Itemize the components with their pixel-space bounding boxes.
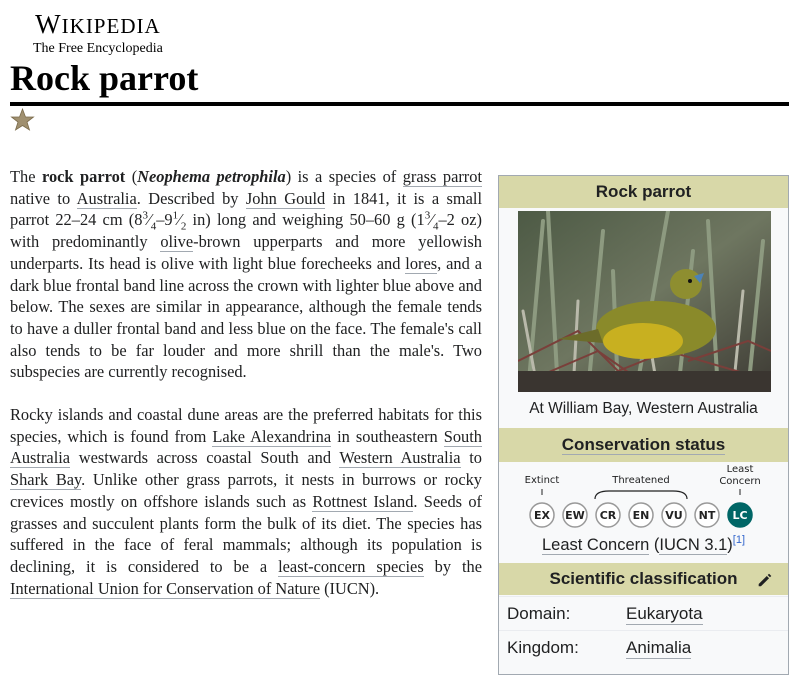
scientific-classification-heading[interactable]: Scientific classification (499, 563, 788, 595)
scale-label-least-1: Least (726, 464, 754, 475)
infobox (498, 175, 789, 675)
parrot-photo[interactable] (518, 211, 771, 392)
scale-label-threatened: Threatened (612, 475, 670, 486)
link-grass-parrot[interactable]: grass parrot (402, 167, 483, 186)
status-code-lc: LC (732, 509, 748, 522)
classification-value-link[interactable]: Animalia (626, 638, 692, 657)
iucn-link[interactable]: IUCN 3.1 (659, 535, 728, 554)
classification-row-kingdom (499, 630, 788, 664)
pencil-edit-icon[interactable] (756, 571, 774, 589)
reference-1[interactable]: [1] (732, 534, 745, 546)
classification-row-domain (499, 596, 788, 630)
least-concern-link[interactable]: Least Concern (541, 535, 650, 554)
conservation-status-text: Least Concern (IUCN 3.1)[1] (541, 534, 745, 554)
link-rottnest-island[interactable]: Rottnest Island (312, 491, 414, 511)
page-title: Rock parrot (10, 58, 199, 98)
link-australia[interactable]: Australia (76, 188, 137, 208)
wikipedia-logo[interactable] (33, 10, 163, 56)
article-content (10, 166, 482, 620)
logo-tagline: The Free Encyclopedia (33, 41, 163, 56)
link-south-australia[interactable]: South Australia (10, 426, 482, 468)
paragraph-habitat: Rocky islands and coastal dune areas are the preferred habitats for this species, which is found from Lake Alexandrina in southeastern South Australia westwards across coastal South and Western Australia to Shark Bay. Unlike other grass parrots, it nests in burrows or rocky crevices mostly on offshore islands such as Rottnest Island. Seeds of grasses and succulent plants form the bulk of its diet. The species has suffered in the face of feral mammals; although its population is declining, it is considered to be a least-concern species by the International Union for Conservation of Nature (IUCN). (10, 405, 482, 598)
conservation-scale[interactable] (499, 462, 788, 534)
logo-wordmark: WIKIPEDIA (35, 9, 161, 39)
status-code-en: EN (632, 509, 650, 522)
classification-value-link[interactable]: Eukaryota (626, 604, 703, 623)
link-lores[interactable]: lores (405, 253, 438, 273)
classification-key: Kingdom: (507, 638, 579, 657)
infobox-title: Rock parrot (499, 176, 788, 208)
link-western-australia[interactable]: Western Australia (339, 448, 461, 468)
link-iucn[interactable]: International Union for Conservation of Nature (10, 578, 320, 598)
classification-key: Domain: (507, 604, 571, 623)
link-olive[interactable]: olive (160, 232, 194, 252)
link-shark-bay[interactable]: Shark Bay (10, 470, 82, 490)
paragraph-intro: The rock parrot (Neophema petrophila) is a species of grass parrot native to Australia. Described by John Gould in 1841, it is a small parrot 22–24 cm ($8^3⁄_4-9^1⁄_2$ in) long and weighing 50–60 g ($1^3⁄_4-2$ oz) with predominantly olive-brown upperparts and more yellowish underparts. Its head is olive with light blue forecheeks and lores, and a dark blue frontal band line across the crown with lighter blue above and below. The sexes are similar in appearance, although the female tends to have a duller frontal band and less blue on the face. The female's call also tends to be far louder and more shrill than the male's. Two subspecies are currently recognised. (10, 167, 483, 382)
link-lake-alexandrina[interactable]: Lake Alexandrina (212, 426, 332, 446)
scale-label-least-2: Concern (719, 476, 761, 487)
status-code-ew: EW (565, 509, 585, 522)
title-divider (10, 102, 789, 106)
status-code-vu: VU (665, 509, 683, 522)
status-code-nt: NT (698, 509, 716, 522)
link-least-concern-species[interactable]: least-concern species (278, 556, 424, 576)
good-article-star-icon[interactable] (10, 108, 35, 132)
link-john-gould[interactable]: John Gould (245, 188, 326, 208)
status-code-cr: CR (599, 509, 617, 522)
scale-label-extinct: Extinct (524, 475, 560, 486)
conservation-status-heading[interactable]: Conservation status (499, 428, 788, 462)
image-caption: At William Bay, Western Australia (529, 400, 758, 417)
status-code-ex: EX (534, 509, 550, 522)
